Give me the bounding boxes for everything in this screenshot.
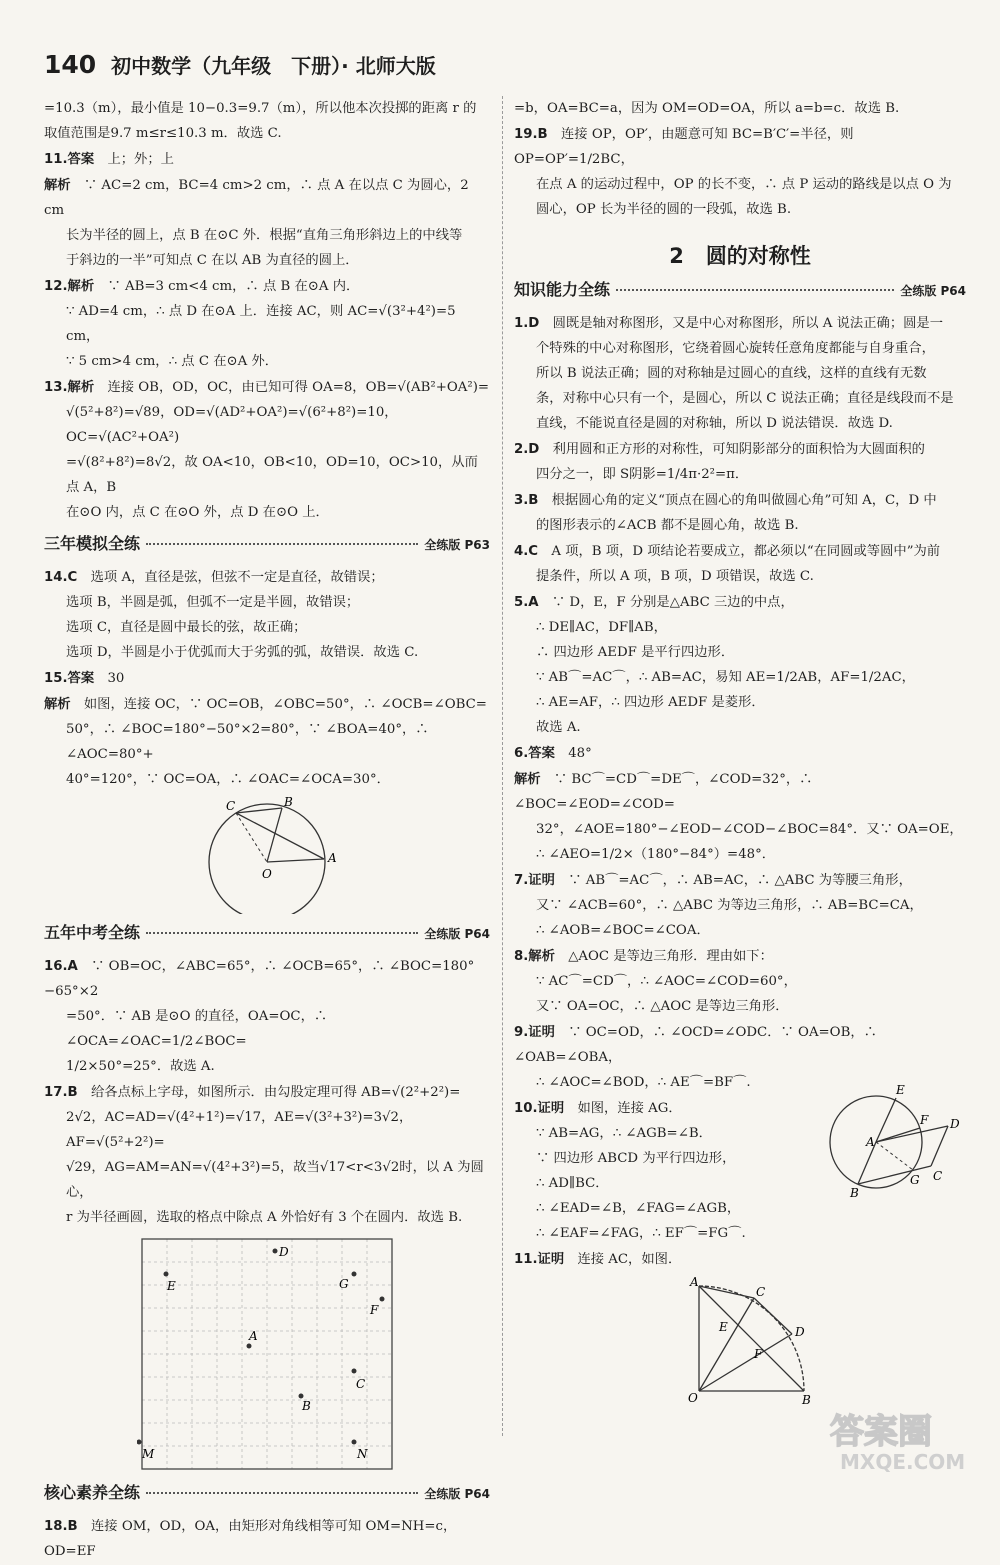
line-text: ∵ AD=4 cm，∴ 点 D 在⊙A 上．连接 AC，则 AC=√(3²+4²)=5 cm， <box>66 304 456 344</box>
text-line <box>514 172 966 197</box>
item-number: 4.C <box>514 544 539 559</box>
answer-item <box>44 954 490 1079</box>
line-text: 又∵ OA=OC，∴ △AOC 是等边三角形． <box>536 999 789 1014</box>
item-number: 15.答案 <box>44 671 95 686</box>
continued-text <box>514 96 966 121</box>
label-C: C <box>226 799 236 813</box>
text-line <box>44 666 490 691</box>
label-B: B <box>284 796 293 809</box>
text-line <box>44 565 490 590</box>
section-title: 三年模拟全练 <box>44 534 141 553</box>
section-page-ref: 全练版 P64 <box>424 927 490 941</box>
text-line <box>44 954 490 1004</box>
line-text: 取值范围是9.7 m≤r≤10.3 m．故选 C. <box>44 126 282 141</box>
text-line <box>44 1514 490 1564</box>
line-text: 连接 OP，OP′，由题意可知 BC=B′C′=半径，则 OP=OP′=1/2BC， <box>514 127 854 167</box>
text-line <box>44 1105 490 1155</box>
item-number: 解析 <box>44 697 71 712</box>
text-line <box>514 893 966 918</box>
line-text: 32°，∠AOE=180°−∠EOD−∠COD−∠BOC=84°．又∵ OA=OE， <box>536 822 963 837</box>
label-E: E <box>719 1320 728 1334</box>
line-text: 圆心，OP 长为半径的圆的一段弧，故选 B. <box>536 202 792 217</box>
section-title: 知识能力全练 <box>514 280 611 299</box>
answer-item <box>44 565 490 665</box>
answer-item <box>44 147 490 172</box>
text-line <box>44 450 490 500</box>
column-divider <box>502 96 503 1436</box>
text-line <box>514 386 966 411</box>
section-header <box>44 920 490 947</box>
line-text: A 项，B 项，D 项结论若要成立，都必须以“在同圆或等圆中”为前 <box>551 544 941 559</box>
line-text: ∴ ∠AEO=1/2×（180°−84°）=48°． <box>536 847 776 862</box>
text-line <box>514 122 966 172</box>
answer-item <box>514 311 966 436</box>
answer-item <box>514 488 966 538</box>
text-line <box>514 918 966 943</box>
section-title: 核心素养全练 <box>44 1483 141 1502</box>
label-G: G <box>339 1277 349 1291</box>
item-number: 6.答案 <box>514 746 555 761</box>
text-line <box>44 1155 490 1205</box>
section-leader <box>146 1492 418 1494</box>
line-text: 的图形表示的∠ACB 都不是圆心角，故选 B. <box>536 518 799 533</box>
answer-item <box>514 868 966 943</box>
line-text: 根据圆心角的定义“顶点在圆心的角叫做圆心角”可知 A，C，D 中 <box>551 493 937 508</box>
label-A: A <box>690 1276 699 1289</box>
line-text: ∴ AE=AF，∴ 四边形 AEDF 是菱形． <box>536 695 765 710</box>
chapter-number: 2 <box>669 244 684 268</box>
item-number: 7.证明 <box>514 873 555 888</box>
line-text: 个特殊的中心对称图形，它绕着圆心旋转任意角度都能与自身重合， <box>536 341 935 356</box>
label-M: M <box>142 1447 155 1461</box>
figure-10-circle-parallelogram <box>828 1080 968 1200</box>
answer-item <box>44 666 490 691</box>
text-line <box>514 513 966 538</box>
line-text: 给各点标上字母，如图所示．由勾股定理可得 AB=√(2²+2²)= <box>91 1085 461 1100</box>
section-header <box>514 277 966 304</box>
line-text: ∵ BC⌒=CD⌒=DE⌒，∠COD=32°，∴ ∠BOC=∠EOD=∠COD= <box>514 772 813 812</box>
text-line <box>514 336 966 361</box>
label-A: A <box>249 1329 258 1343</box>
line-text: ∴ 四边形 AEDF 是平行四边形． <box>536 645 735 660</box>
line-text: 在点 A 的运动过程中，OP 的长不变，∴ 点 P 运动的路线是以点 O 为 <box>536 177 952 192</box>
section-leader <box>146 932 418 934</box>
item-number: 1.D <box>514 316 540 331</box>
item-number: 14.C <box>44 570 78 585</box>
text-line <box>44 96 490 121</box>
figure-17-grid <box>137 1234 397 1474</box>
text-line <box>514 944 966 969</box>
chapter-title: 圆的对称性 <box>705 244 811 268</box>
answer-item <box>44 1080 490 1230</box>
answer-item <box>514 1247 966 1272</box>
line-text: 故选 A. <box>536 720 581 735</box>
section-page-ref: 全练版 P63 <box>424 538 490 552</box>
text-line <box>514 817 966 842</box>
item-number: 解析 <box>44 178 71 193</box>
answer-item <box>514 944 966 1019</box>
answer-item <box>44 375 490 525</box>
line-text: 在⊙O 内，点 C 在⊙O 外，点 D 在⊙O 上． <box>66 505 329 520</box>
line-text: 上；外；上 <box>107 152 174 167</box>
text-line <box>44 1205 490 1230</box>
section-title: 五年中考全练 <box>44 923 141 942</box>
line-text: 如图，连接 OC，∵ OC=OB，∠OBC=50°，∴ ∠OCB=∠OBC= <box>83 697 487 712</box>
text-line <box>514 690 966 715</box>
text-line <box>514 462 966 487</box>
text-line <box>44 349 490 374</box>
text-line <box>514 197 966 222</box>
item-number: 17.B <box>44 1085 78 1100</box>
line-text: 如图，连接 AG． <box>577 1101 682 1116</box>
text-line <box>514 1247 966 1272</box>
line-text: 利用圆和正方形的对称性，可知阴影部分的面积恰为大圆面积的 <box>552 442 925 457</box>
label-F: F <box>920 1113 929 1127</box>
line-text: 直线，不能说直径是圆的对称轴，所以 D 说法错误．故选 D. <box>536 416 893 431</box>
item-number: 11.证明 <box>514 1252 565 1267</box>
label-N: N <box>357 1447 368 1461</box>
label-D: D <box>279 1245 289 1259</box>
text-line <box>44 500 490 525</box>
text-line <box>44 400 490 450</box>
text-line <box>514 842 966 867</box>
line-text: =√(8²+8²)=8√2，故 OA<10，OB<10，OD=10，OC>10，从而点 A，B <box>66 455 478 495</box>
label-B: B <box>850 1186 859 1200</box>
line-text: 连接 OM，OD，OA，由矩形对角线相等可知 OM=NH=c，OD=EF <box>44 1519 457 1559</box>
answer-item <box>514 590 966 740</box>
text-line <box>44 173 490 223</box>
text-line <box>514 539 966 564</box>
line-text: 又∵ ∠ACB=60°，∴ △ABC 为等边三角形，∴ AB=BC=CA， <box>536 898 923 913</box>
label-D: D <box>950 1117 960 1131</box>
answer-item <box>514 741 966 766</box>
text-line <box>44 692 490 717</box>
text-line <box>44 121 490 146</box>
label-B: B <box>802 1393 811 1406</box>
item-number: 16.A <box>44 959 78 974</box>
label-O: O <box>688 1391 698 1405</box>
watermark-logo <box>810 1405 990 1475</box>
line-text: =b，OA=BC=a，因为 OM=OD=OA，所以 a=b=c．故选 B. <box>514 101 900 116</box>
text-line <box>514 590 966 615</box>
line-text: =10.3（m），最小值是 10−0.3=9.7（m），所以他本次投掷的距离 r 的 <box>44 101 477 116</box>
section-leader <box>616 289 894 291</box>
line-text: ∴ DE∥AC，DF∥AB， <box>536 620 667 635</box>
label-O: O <box>262 867 272 881</box>
item-number: 5.A <box>514 595 539 610</box>
text-line <box>514 994 966 1019</box>
text-line <box>514 665 966 690</box>
text-line <box>514 640 966 665</box>
line-text: 长为半径的圆上，点 B 在⊙C 外．根据“直角三角形斜边上的中线等 <box>66 228 463 243</box>
text-line <box>44 717 490 767</box>
chapter-heading <box>514 244 966 269</box>
line-text: ∵ AB⌒=AC⌒，∴ AB=AC，易知 AE=1/2AB，AF=1/2AC， <box>536 670 915 685</box>
item-number: 8.解析 <box>514 949 555 964</box>
line-text: 48° <box>568 746 592 761</box>
text-line <box>44 375 490 400</box>
item-number: 2.D <box>514 442 540 457</box>
line-text: 选项 A，直径是弦，但弦不一定是直径，故错误； <box>90 570 384 585</box>
line-text: ∵ AB=3 cm<4 cm，∴ 点 B 在⊙A 内． <box>107 279 360 294</box>
text-line <box>44 147 490 172</box>
continued-text <box>44 96 490 146</box>
text-line <box>514 741 966 766</box>
line-text: ∴ ∠AOB=∠BOC=∠COA． <box>536 923 710 938</box>
line-text: 所以 B 说法正确；圆的对称轴是过圆心的直线，这样的直线有无数 <box>536 366 927 381</box>
line-text: ∴ ∠EAF=∠FAG，∴ EF⌒=FG⌒. <box>536 1226 746 1241</box>
svg-text:MXQE.COM: MXQE.COM <box>840 1450 966 1474</box>
line-text: 连接 AC，如图． <box>577 1252 682 1267</box>
line-text: ∵ OB=OC，∠ABC=65°，∴ ∠OCB=65°，∴ ∠BOC=180°−65°×2 <box>44 959 475 999</box>
label-E: E <box>167 1279 176 1293</box>
label-A: A <box>866 1135 875 1149</box>
line-text: 40°=120°，∵ OC=OA，∴ ∠OAC=∠OCA=30°． <box>66 772 390 787</box>
text-line <box>44 590 490 615</box>
figure-15-circle <box>182 796 352 914</box>
line-text: =50°．∵ AB 是⊙O 的直径，OA=OC，∴ ∠OCA=∠OAC=1/2∠BOC= <box>66 1009 328 1049</box>
item-number: 9.证明 <box>514 1025 555 1040</box>
text-line <box>514 969 966 994</box>
line-text: 50°，∴ ∠BOC=180°−50°×2=80°，∵ ∠BOA=40°，∴ ∠AOC=80°+ <box>66 722 429 762</box>
label-E: E <box>896 1083 905 1097</box>
svg-text:答案圈: 答案圈 <box>830 1412 932 1452</box>
label-G: G <box>910 1173 920 1187</box>
line-text: ∵ AC=2 cm，BC=4 cm>2 cm，∴ 点 A 在以点 C 为圆心，2 cm <box>44 178 469 218</box>
line-text: 1/2×50°=25°．故选 A. <box>66 1059 215 1074</box>
text-line <box>514 488 966 513</box>
label-B: B <box>302 1399 311 1413</box>
line-text: √(5²+8²)=√89，OD=√(AD²+OA²)=√(6²+8²)=10，OC=√(AC²+OA²) <box>66 405 398 445</box>
answer-item <box>44 274 490 374</box>
text-line <box>514 361 966 386</box>
answer-item <box>44 173 490 273</box>
line-text: ∵ 四边形 ABCD 为平行四边形， <box>536 1151 736 1166</box>
line-text: 选项 B，半圆是弧，但弧不一定是半圆，故错误； <box>66 595 360 610</box>
item-number: 3.B <box>514 493 539 508</box>
section-leader <box>146 543 418 545</box>
book-title: 初中数学（九年级 下册）· 北师大版 <box>111 54 436 78</box>
text-line <box>514 1020 966 1070</box>
line-text: ∴ ∠AOC=∠BOD，∴ AE⌒=BF⌒. <box>536 1075 751 1090</box>
line-text: ∵ OC=OD，∴ ∠OCD=∠ODC．∵ OA=OB，∴ ∠OAB=∠OBA， <box>514 1025 877 1065</box>
text-line <box>514 615 966 640</box>
label-F: F <box>370 1303 379 1317</box>
page-number: 140 <box>44 50 97 79</box>
answer-item <box>514 122 966 222</box>
line-text: 于斜边的一半”可知点 C 在以 AB 为直径的圆上． <box>66 253 359 268</box>
line-text: ∴ ∠EAD=∠B，∠FAG=∠AGB， <box>536 1201 741 1216</box>
line-text: 30 <box>107 671 125 686</box>
left-column <box>44 96 490 1565</box>
line-text: r 为半径画圆，选取的格点中除点 A 外恰好有 3 个在圆内．故选 B. <box>66 1210 463 1225</box>
line-text: ∵ AB=AG，∴ ∠AGB=∠B． <box>536 1126 712 1141</box>
text-line <box>514 96 966 121</box>
line-text: √29，AG=AM=AN=√(4²+3²)=5，故当√17<r<3√2时，以 A 为圆心， <box>66 1160 484 1200</box>
label-C: C <box>756 1285 766 1299</box>
label-F: F <box>754 1347 763 1361</box>
text-line <box>514 715 966 740</box>
section-page-ref: 全练版 P64 <box>900 284 966 298</box>
item-number: 18.B <box>44 1519 78 1534</box>
item-number: 12.解析 <box>44 279 95 294</box>
text-line <box>44 1004 490 1054</box>
label-D: D <box>795 1325 805 1339</box>
item-number: 10.证明 <box>514 1101 565 1116</box>
answer-item <box>514 539 966 589</box>
text-line <box>514 767 966 817</box>
item-number: 解析 <box>514 772 541 787</box>
section-header <box>44 1480 490 1507</box>
line-text: 条，对称中心只有一个，是圆心，所以 C 说法正确；直径是线段而不是 <box>536 391 954 406</box>
text-line <box>44 274 490 299</box>
label-C: C <box>933 1169 943 1183</box>
answer-item <box>514 767 966 867</box>
answer-item <box>44 692 490 792</box>
line-text: ∴ AD∥BC． <box>536 1176 609 1191</box>
text-line <box>44 767 490 792</box>
line-text: △AOC 是等边三角形．理由如下： <box>568 949 773 964</box>
item-number: 13.解析 <box>44 380 95 395</box>
text-line <box>44 1054 490 1079</box>
answer-item <box>514 437 966 487</box>
text-line <box>514 411 966 436</box>
text-line <box>44 1080 490 1105</box>
line-text: ∵ AB⌒=AC⌒，∴ AB=AC，∴ △ABC 为等腰三角形， <box>568 873 912 888</box>
text-line <box>514 868 966 893</box>
line-text: 选项 C，直径是圆中最长的弦，故正确； <box>66 620 307 635</box>
page-header <box>44 50 964 82</box>
section-header <box>44 531 490 558</box>
line-text: 四分之一，即 S阴影=1/4π·2²=π． <box>536 467 749 482</box>
text-line <box>514 1221 966 1246</box>
item-number: 11.答案 <box>44 152 95 167</box>
line-text: ∵ AC⌒=CD⌒，∴ ∠AOC=∠COD=60°， <box>536 974 797 989</box>
item-number: 19.B <box>514 127 548 142</box>
line-text: 选项 D，半圆是小于优弧而大于劣弧的弧，故错误．故选 C. <box>66 645 419 660</box>
text-line <box>514 437 966 462</box>
line-text: 2√2，AC=AD=√(4²+1²)=√17，AE=√(3²+3²)=3√2，AF=√(5²+2²)= <box>66 1110 413 1150</box>
right-column <box>514 96 966 1410</box>
text-line <box>44 299 490 349</box>
line-text: ∵ 5 cm>4 cm，∴ 点 C 在⊙A 外． <box>66 354 279 369</box>
text-line <box>44 248 490 273</box>
text-line <box>44 223 490 248</box>
label-A: A <box>328 851 337 865</box>
answer-item <box>44 1514 490 1564</box>
line-text: 圆既是轴对称图形，又是中心对称图形，所以 A 说法正确；圆是一 <box>552 316 944 331</box>
line-text: ∵ D，E，F 分别是△ABC 三边的中点， <box>551 595 794 610</box>
text-line <box>514 311 966 336</box>
label-C: C <box>356 1377 366 1391</box>
text-line <box>44 615 490 640</box>
text-line <box>514 564 966 589</box>
section-page-ref: 全练版 P64 <box>424 1487 490 1501</box>
line-text: 连接 OB，OD，OC，由已知可得 OA=8，OB=√(AB²+OA²)= <box>107 380 490 395</box>
text-line <box>44 640 490 665</box>
line-text: 提条件，所以 A 项，B 项，D 项错误，故选 C. <box>536 569 814 584</box>
figure-11-quarter-circle <box>684 1276 814 1406</box>
